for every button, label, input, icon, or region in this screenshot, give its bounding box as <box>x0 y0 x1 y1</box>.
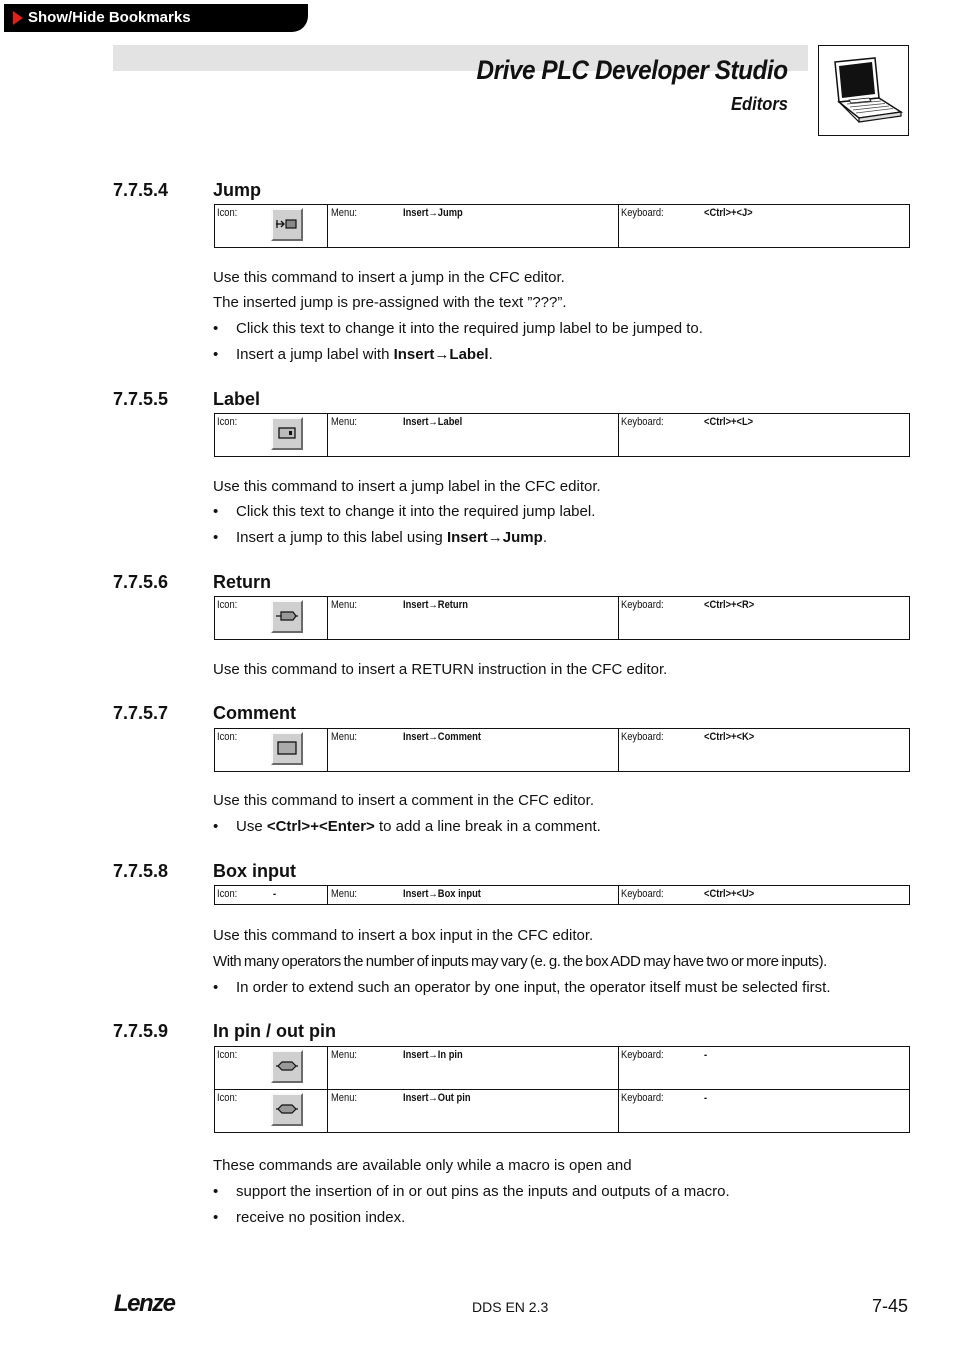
icon-value: - <box>273 888 277 900</box>
icon-label: Icon: <box>217 731 238 743</box>
keyboard-shortcut: <Ctrl>+<U> <box>704 888 755 900</box>
menu-label: Menu: <box>331 599 357 611</box>
section-title-return: Return <box>213 572 271 592</box>
section-title-box-input: Box input <box>213 861 296 881</box>
menu-path: Insert→Out pin <box>403 1092 471 1104</box>
menu-label: Menu: <box>331 1049 357 1061</box>
section-title-comment: Comment <box>213 703 297 723</box>
icon-label: Icon: <box>217 1092 238 1104</box>
command-row <box>215 205 909 247</box>
command-table-jump <box>214 204 910 248</box>
keyboard-shortcut: - <box>704 1049 708 1061</box>
out-pin-icon[interactable] <box>271 1093 303 1126</box>
section-title-label: Label <box>213 389 261 409</box>
section-number: 7.7.5.5 <box>113 389 169 409</box>
menu-label: Menu: <box>331 888 357 900</box>
keyboard-shortcut: <Ctrl>+<K> <box>704 731 755 743</box>
command-row <box>215 414 909 456</box>
keyboard-label: Keyboard: <box>621 1092 664 1104</box>
keyboard-label: Keyboard: <box>621 1049 664 1061</box>
command-row <box>215 1089 909 1132</box>
page-title: Drive PLC Developer Studio <box>476 55 788 85</box>
in-pin-icon[interactable] <box>271 1050 303 1083</box>
page-number: 7-45 <box>871 1296 908 1316</box>
page-subtitle: Editors <box>730 94 788 114</box>
icon-label: Icon: <box>217 888 238 900</box>
section-title-in-out-pin: In pin / out pin <box>213 1021 336 1041</box>
section-number: 7.7.5.9 <box>113 1021 169 1041</box>
section-title-jump: Jump <box>213 180 262 200</box>
icon-label: Icon: <box>217 416 238 428</box>
bookmarks-label: Show/Hide Bookmarks <box>28 9 191 26</box>
show-hide-bookmarks-button[interactable] <box>4 4 308 32</box>
menu-label: Menu: <box>331 207 357 219</box>
section-number: 7.7.5.4 <box>113 180 169 200</box>
document-id: DDS EN 2.3 <box>472 1299 549 1315</box>
paragraph: Use this command to insert a jump label in the CFC editor. <box>213 478 601 495</box>
menu-label: Menu: <box>331 416 357 428</box>
paragraph: Use this command to insert a RETURN instruction in the CFC editor. <box>213 661 668 678</box>
keyboard-label: Keyboard: <box>621 888 664 900</box>
triangle-right-icon <box>13 11 23 25</box>
paragraph: These commands are available only while a macro is open and <box>213 1157 632 1174</box>
command-row <box>215 886 909 904</box>
comment-icon[interactable] <box>271 732 303 765</box>
paragraph: Use this command to insert a box input in the CFC editor. <box>213 927 594 944</box>
command-table-label <box>214 413 910 457</box>
keyboard-label: Keyboard: <box>621 599 664 611</box>
jump-icon[interactable] <box>271 208 303 241</box>
command-row <box>215 1047 909 1089</box>
command-row <box>215 597 909 639</box>
menu-path: Insert→Label <box>403 416 463 428</box>
laptop-icon <box>818 45 909 136</box>
section-number: 7.7.5.6 <box>113 572 169 592</box>
keyboard-label: Keyboard: <box>621 207 664 219</box>
command-row <box>215 729 909 771</box>
command-table-return <box>214 596 910 640</box>
menu-label: Menu: <box>331 731 357 743</box>
icon-label: Icon: <box>217 599 238 611</box>
icon-label: Icon: <box>217 1049 238 1061</box>
paragraph: Use this command to insert a comment in the CFC editor. <box>213 792 594 809</box>
keyboard-label: Keyboard: <box>621 416 664 428</box>
menu-label: Menu: <box>331 1092 357 1104</box>
menu-path: Insert→Jump <box>403 207 463 219</box>
keyboard-label: Keyboard: <box>621 731 664 743</box>
icon-label: Icon: <box>217 207 238 219</box>
menu-path: Insert→In pin <box>403 1049 463 1061</box>
keyboard-shortcut: <Ctrl>+<L> <box>704 416 754 428</box>
paragraph: With many operators the number of inputs may vary (e. g. the box ADD may have two or more inputs). <box>213 953 827 970</box>
command-table-comment <box>214 728 910 772</box>
section-number: 7.7.5.8 <box>113 861 169 881</box>
lenze-logo: Lenze <box>114 1290 175 1317</box>
return-icon[interactable] <box>271 600 303 633</box>
paragraph: The inserted jump is pre-assigned with the text ”???”. <box>213 294 567 311</box>
menu-path: Insert→Box input <box>403 888 481 900</box>
menu-path: Insert→Return <box>403 599 468 611</box>
command-table-pins <box>214 1046 910 1133</box>
keyboard-shortcut: - <box>704 1092 708 1104</box>
section-number: 7.7.5.7 <box>113 703 169 723</box>
keyboard-shortcut: <Ctrl>+<J> <box>704 207 753 219</box>
label-icon[interactable] <box>271 417 303 450</box>
command-table-box-input <box>214 885 910 905</box>
menu-path: Insert→Comment <box>403 731 481 743</box>
keyboard-shortcut: <Ctrl>+<R> <box>704 599 755 611</box>
paragraph: Use this command to insert a jump in the CFC editor. <box>213 269 565 286</box>
